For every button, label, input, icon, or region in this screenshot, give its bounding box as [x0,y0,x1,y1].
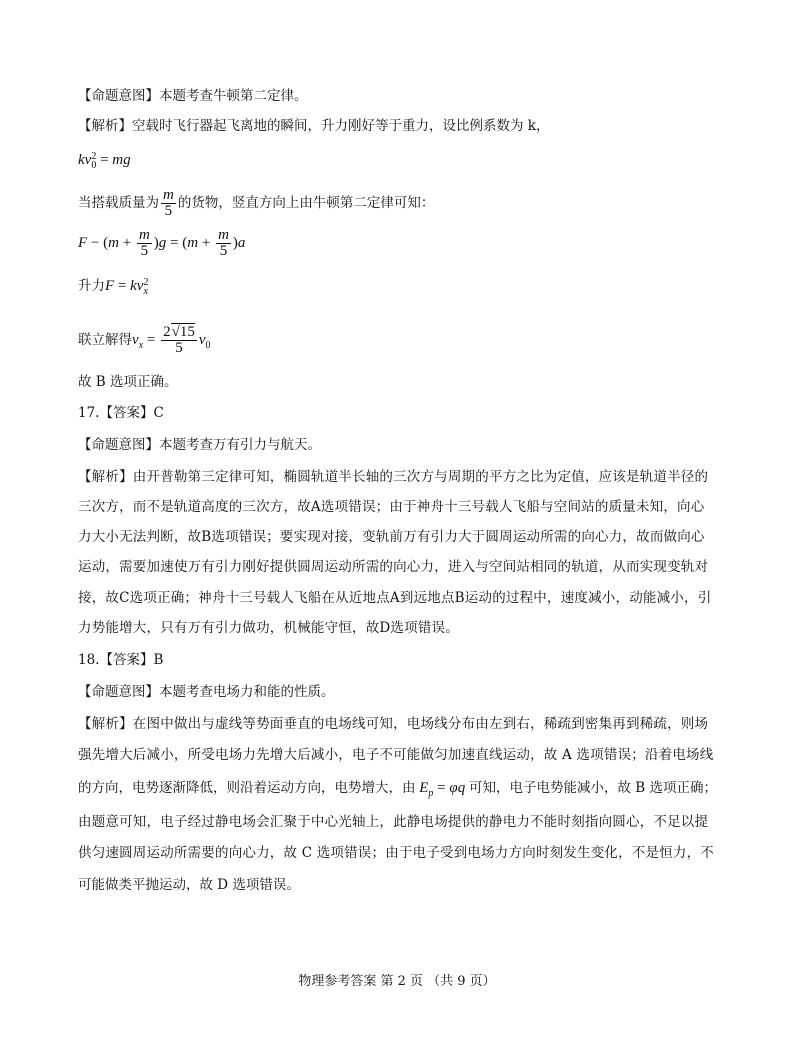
answer-q18: 18.【答案】B [78,652,164,668]
text-part: 联立解得 [78,331,132,348]
intent-q18: 【命题意图】本题考查电场力和能的性质。 [78,684,335,700]
text-part: 当搭载质量为 [78,195,159,211]
equation-1: kv 2 0 = mg [78,150,131,171]
equation-3: F = kv 2 x [105,276,149,297]
text-part: 的货物，竖直方向上由牛顿第二定律可知： [177,195,435,211]
analysis-q18-line6: 可能做类平抛运动，故 D 选项错误。 [78,877,300,893]
page-footer: 物理参考答案 第 2 页 （共 9 页） [298,974,496,989]
analysis-q17-line4: 运动，需要加速使万有引力刚好提供圆周运动所需的向心力，进入与空间站相同的轨道，从而实现变轨对 [78,559,709,575]
analysis-q18-line2: 强先增大后减小，所受电场力先增大后减小，电子不可能做匀加速直线运动，故 A 选项错误；沿着电场线 [78,747,714,763]
analysis-q17-line1: 【解析】由开普勒第三定律可知，椭圆轨道半长轴的三次方与周期的平方之比为定值，应该是轨道半径的 [78,469,709,485]
analysis-q17-line2: 三次方，而不是轨道高度的三次方，故A选项错误；由于神舟十三号载人飞船与空间站的质量未知，向心 [78,499,705,515]
analysis-q18-line3 [78,778,717,804]
conclusion-q16: 故 B 选项正确。 [78,374,178,390]
analysis-q16-line1: 【解析】空载时飞行器起飞离地的瞬间，升力刚好等于重力，设比例系数为 k， [78,118,550,134]
analysis-q16-line2 [78,188,434,219]
intent-q16: 【命题意图】本题考查牛顿第二定律。 [78,88,308,104]
analysis-q16-line4 [78,325,211,356]
text-part: 升力 [78,278,105,294]
analysis-q17-line5: 接，故C选项正确；神舟十三号载人飞船在从近地点A到远地点B运动的过程中，速度减小，动能减小，引 [78,590,712,606]
answer-q17: 17.【答案】C [78,405,164,421]
analysis-q18-line1: 【解析】在图中做出与虚线等势面垂直的电场线可知，电场线分布由左到右，稀疏到密集再到稀疏，则场 [78,716,709,732]
analysis-q16-line3 [78,276,148,296]
fraction-m-over-5: $\frac{m}{5}$ [163,187,174,219]
equation-4: $v_x$ = $\frac{2√15}{5}$ $v_0$ [132,324,211,356]
analysis-q17-line3: 力大小无法判断，故B选项错误；要实现对接，变轨前万有引力大于圆周运动所需的向心力，故而做向心 [78,529,705,545]
analysis-q17-line6: 力势能增大，只有万有引力做功，机械能守恒，故D选项错误。 [78,620,459,636]
intent-q17: 【命题意图】本题考查万有引力与航天。 [78,437,321,453]
text-part: 的方向，电势逐渐降低，则沿着运动方向，电势增大，由 [78,780,416,796]
equation-2: F − (m + $\frac{m}{5}$ )g = (m + $\frac{m}{5}$ )a [78,227,246,259]
analysis-q18-line5: 供匀速圆周运动所需要的向心力，故 C 选项错误；由于电子受到电场力方向时刻发生变化，不是恒力，不 [78,845,715,861]
analysis-q18-line4: 由题意可知，电子经过静电场会汇聚于中心光轴上，此静电场提供的静电力不能时刻指向圆心，不足以提 [78,814,709,830]
text-part: 可知，电子电势能减小，故 B 选项正确； [468,780,717,796]
equation-ep: $E_p = \varphi q$ [419,780,466,799]
